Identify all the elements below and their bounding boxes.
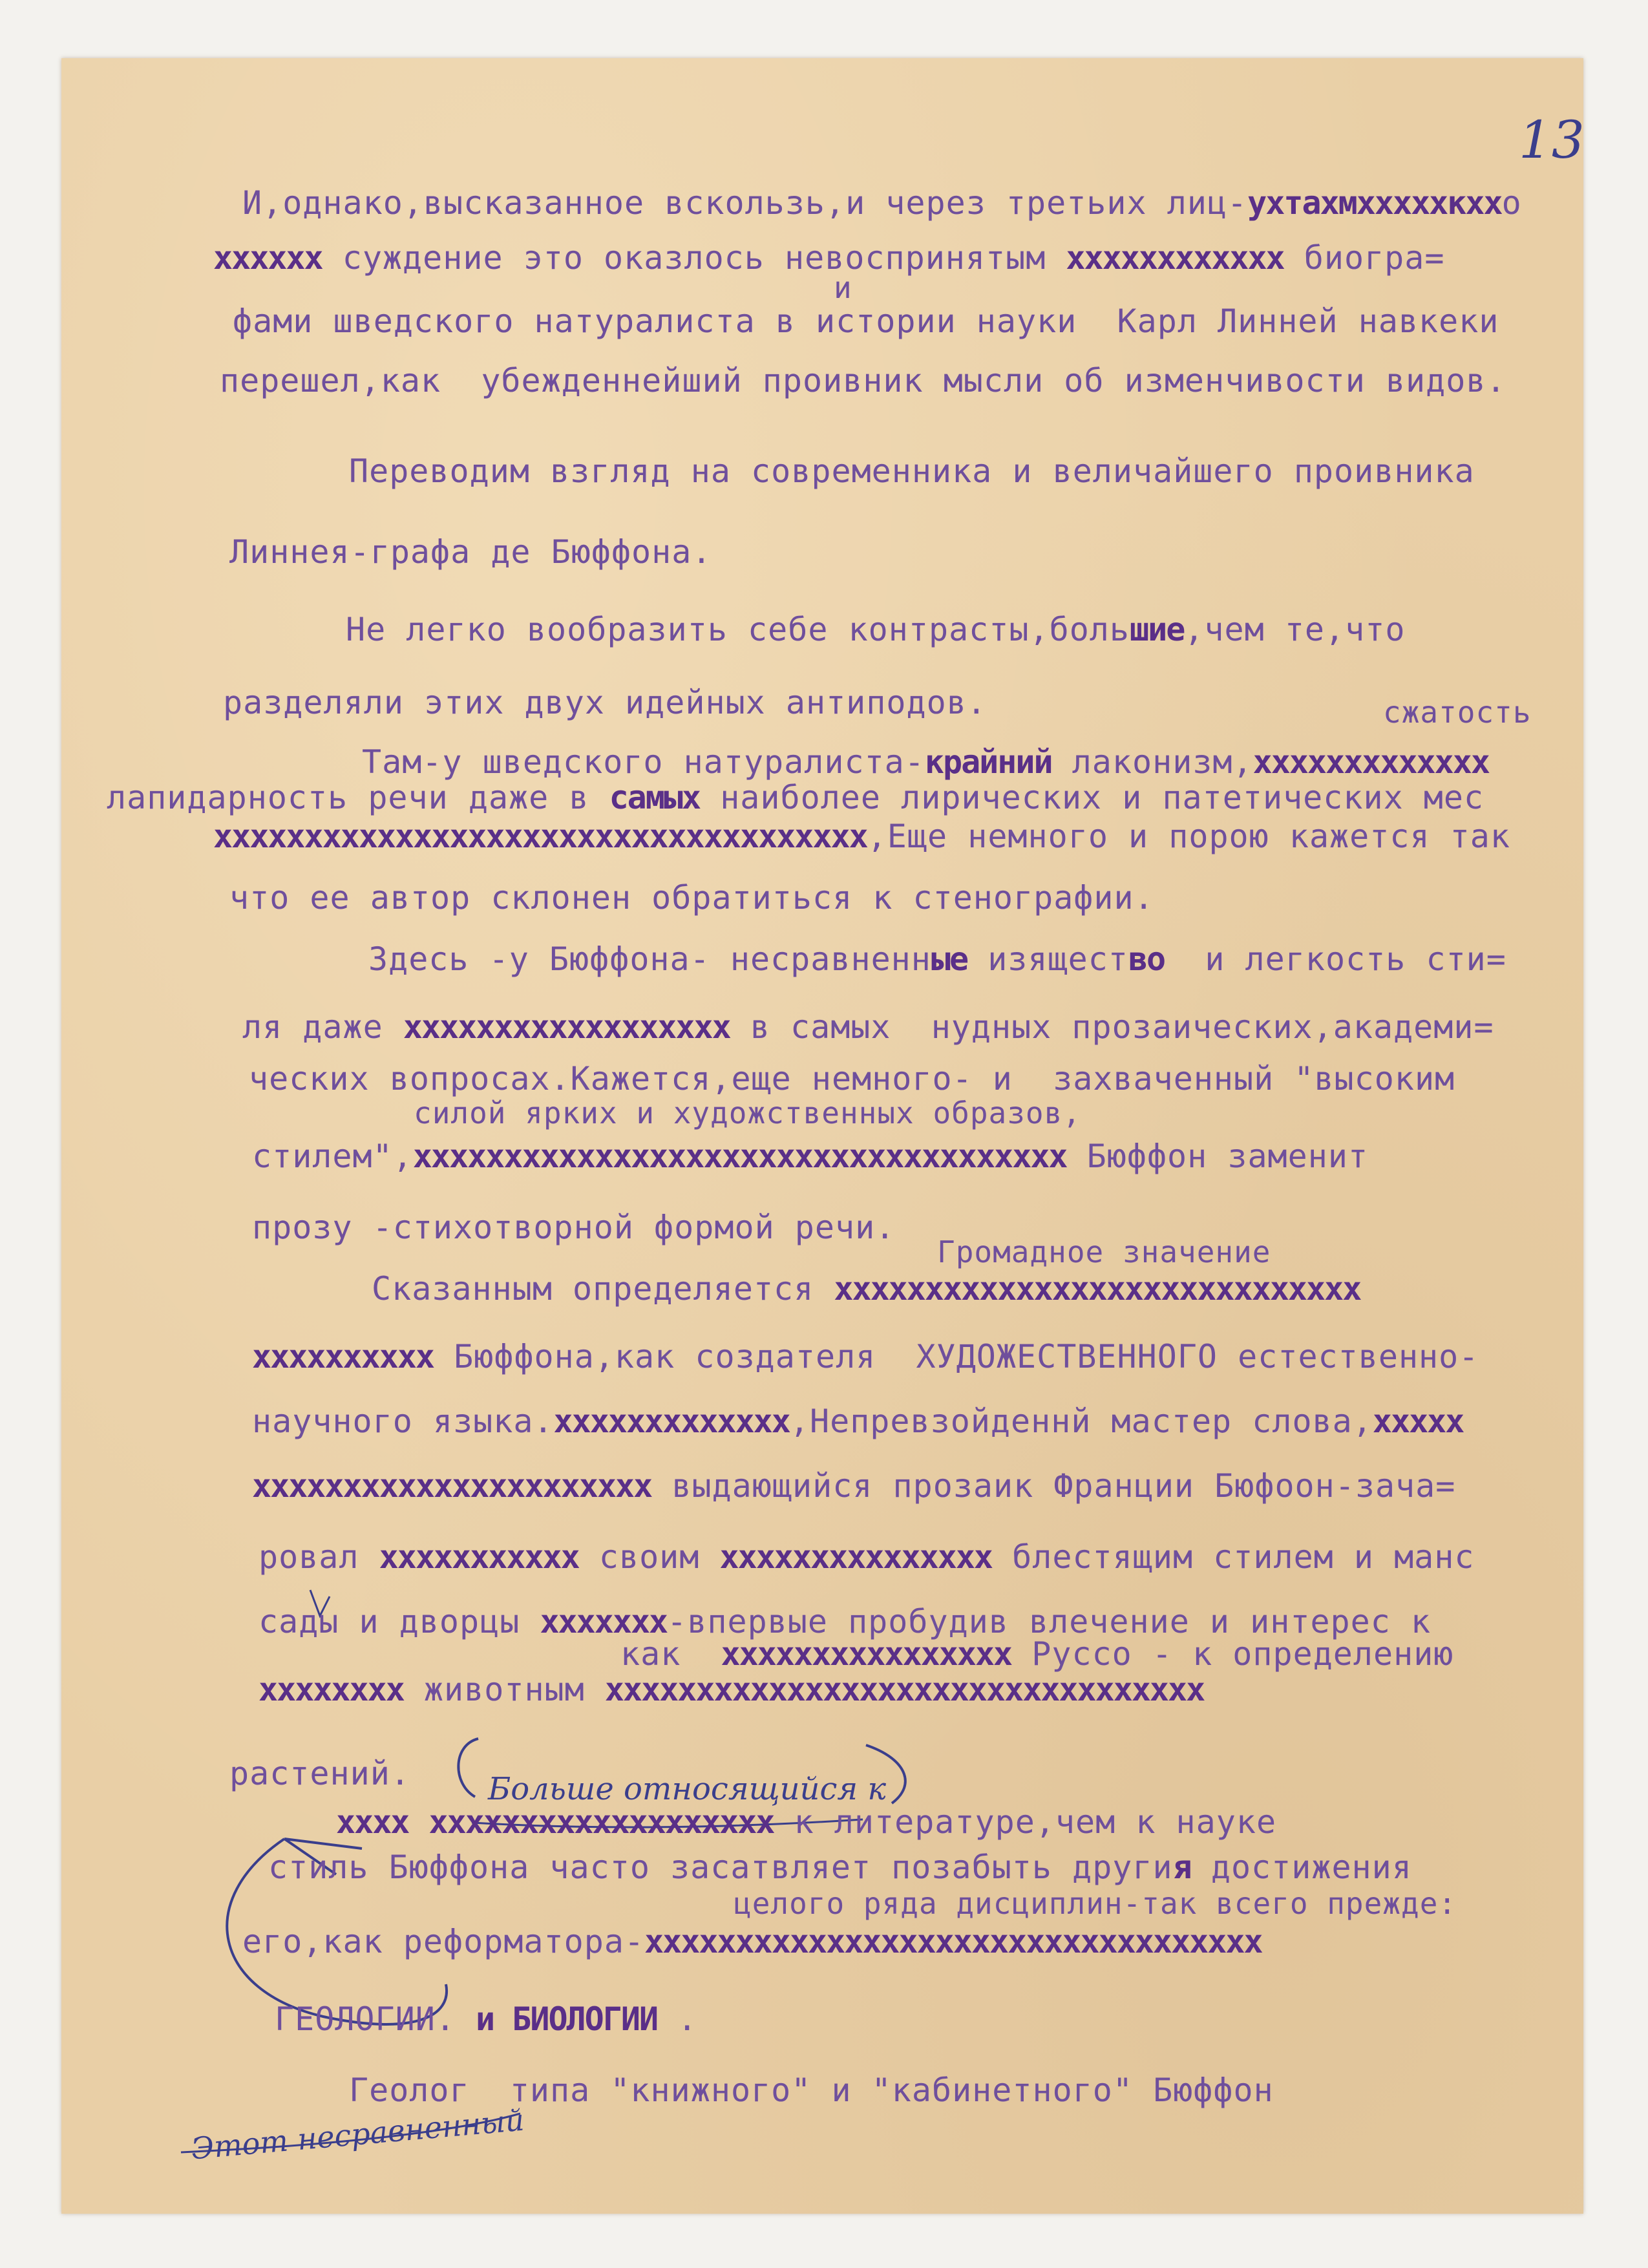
struck-text: хххххххх	[259, 1671, 404, 1708]
inserted-word	[834, 270, 852, 305]
struck-text: хххххххххххххххххххххххххххххххххххх	[412, 1138, 1067, 1175]
text-line	[229, 1755, 410, 1792]
line-text: ,чем те,что	[1184, 611, 1406, 648]
struck-text: крайний	[924, 743, 1052, 781]
struck-text: шие	[1130, 611, 1185, 648]
struck-text: ххххххххххххх	[1252, 743, 1489, 781]
line-text: Руссо - к определению	[1011, 1635, 1454, 1673]
line-text: ровал	[259, 1538, 379, 1576]
handwritten-insert: Больше относящийся к	[488, 1771, 887, 1807]
line-text: выдающийся прозаик Франции Бюфоон-зача=	[651, 1467, 1456, 1505]
line-text: Здесь -у Бюффона- несравненн	[368, 940, 931, 978]
struck-text: хххххх	[213, 239, 322, 277]
text-line	[252, 1467, 1455, 1505]
inserted-word	[414, 1096, 1081, 1130]
line-text: биогра=	[1284, 239, 1445, 277]
text-line	[349, 452, 1475, 490]
line-text: фами шведского натуралиста в истории науки Карл Линней навкеки	[233, 302, 1499, 340]
line-text: как	[620, 1635, 721, 1673]
inserted-word	[734, 1886, 1457, 1921]
struck-text: ухтахмхххххкхх	[1247, 184, 1502, 222]
struck-text: ххххххххххххххххххххххххххххх	[834, 1270, 1361, 1308]
struck-text: я	[1172, 1849, 1191, 1886]
line-text: .	[657, 2000, 698, 2038]
text-line	[336, 1803, 1276, 1841]
line-text: своим	[578, 1538, 720, 1576]
struck-text: самых	[609, 779, 701, 816]
line-text: о	[1501, 184, 1522, 222]
line-text: Там-у шведского натуралиста-	[362, 743, 925, 781]
line-text: прозу -стихотворной формой речи.	[252, 1209, 896, 1246]
line-text: и легкость сти=	[1165, 940, 1506, 978]
line-text: Переводим взгляд на современника и величайшего проивника	[349, 452, 1475, 490]
line-text: лапидарность речи даже в	[107, 779, 609, 816]
line-text: растений.	[229, 1755, 410, 1792]
line-text: И,однако,высказанное вскользь,и через третьих лиц-	[242, 184, 1248, 222]
text-line	[242, 184, 1522, 222]
line-text: ,Непревзойденнй мастер слова,	[789, 1403, 1373, 1440]
struck-text: ххххххххххх	[379, 1538, 579, 1576]
line-text: в самых нудных прозаических,академи=	[730, 1008, 1494, 1046]
text-line	[259, 1538, 1475, 1576]
line-text: -впервые пробудив влечение и интерес к	[667, 1603, 1431, 1640]
line-text: ГЕОЛОГИИ.	[275, 2000, 476, 2038]
inserted-word	[1383, 695, 1532, 730]
struck-text: хххххххххххххххххх	[403, 1008, 730, 1046]
line-text: изящест	[967, 940, 1128, 978]
struck-text: хххх	[336, 1803, 409, 1841]
text-line	[275, 2000, 697, 2038]
line-text: стиль Бюффона часто засатвляет позабыть други	[268, 1849, 1173, 1886]
struck-text: ххххххххххххххххххх	[428, 1803, 774, 1841]
page-number: 13	[1519, 110, 1585, 170]
line-text: что ее автор склонен обратиться к стенографии.	[229, 879, 1154, 917]
margin-note: Этот несравненный	[189, 2102, 526, 2167]
line-text: лаконизм,	[1051, 743, 1253, 781]
text-line	[252, 1338, 1479, 1375]
text-line	[220, 362, 1506, 399]
text-line	[223, 684, 987, 721]
struck-text: ххххххххххххх	[553, 1403, 790, 1440]
inserted-word	[937, 1235, 1271, 1269]
line-text: силой ярких и художственных образов,	[414, 1096, 1081, 1130]
struck-text: хххххххххх	[252, 1338, 434, 1375]
line-text: ля даже	[242, 1008, 403, 1046]
text-line	[242, 1008, 1494, 1046]
struck-text: во	[1128, 940, 1165, 978]
line-text: Бюффона,как создателя ХУДОЖЕСТВЕННОГО естественно-	[434, 1338, 1479, 1375]
line-text: ,Еще немного и порою кажется так	[867, 818, 1510, 855]
line-text: научного языка.	[252, 1403, 554, 1440]
line-text	[408, 1803, 428, 1841]
struck-text: ххххх	[1372, 1403, 1464, 1440]
line-text: к литературе,чем к науке	[774, 1803, 1277, 1841]
line-text: Сказанным определяется	[372, 1270, 834, 1308]
struck-text: хххххххххххххххх	[721, 1635, 1012, 1673]
line-text: наиболее лирических и патетических мес	[700, 779, 1484, 816]
line-text: Не легко вообразить себе контрасты,боль	[346, 611, 1130, 648]
text-line	[252, 1403, 1463, 1440]
text-line	[249, 1060, 1455, 1097]
line-text: достижения	[1190, 1849, 1412, 1886]
struck-text: ые	[931, 940, 968, 978]
line-text: разделяли этих двух идейных антиподов.	[223, 684, 987, 721]
text-line	[259, 1671, 1204, 1708]
line-text: сады и дворцы	[259, 1603, 540, 1640]
struck-text: хххххххххххххххххххххх	[252, 1467, 652, 1505]
line-text: Линнея-графа де Бюффона.	[229, 533, 712, 571]
line-text: целого ряда дисциплин-так всего прежде:	[734, 1886, 1457, 1921]
line-text: сжатость	[1383, 695, 1532, 730]
insert-bracket-left	[458, 1739, 478, 1797]
text-line	[252, 1209, 895, 1246]
struck-text: хххххххххххххххххххххххххххххххххххх	[213, 818, 867, 855]
line-text: блестящим стилем и манс	[992, 1538, 1475, 1576]
struck-text: ххххххххххххххх	[719, 1538, 993, 1576]
text-line	[213, 818, 1510, 855]
text-line	[346, 611, 1405, 648]
struck-text: хххххххххххх	[1066, 239, 1284, 277]
struck-text: хххххххххххххххххххххххххххххххххх	[644, 1923, 1262, 1960]
line-text: его,как реформатора-	[242, 1923, 645, 1960]
text-line	[107, 779, 1484, 816]
text-line	[349, 2072, 1274, 2109]
text-line	[620, 1635, 1453, 1673]
struck-text: ххххххххххххххххххххххххххххххххх	[604, 1671, 1205, 1708]
line-text: ческих вопросах.Кажется,еще немного- и захваченный "высоким	[249, 1060, 1455, 1097]
line-text: стилем",	[252, 1138, 413, 1175]
text-line	[268, 1849, 1412, 1886]
struck-text: ххххххх	[540, 1603, 668, 1640]
text-line	[213, 239, 1444, 277]
line-text: Бюффон заменит	[1066, 1138, 1369, 1175]
text-line	[372, 1270, 1360, 1308]
line-text: перешел,как убежденнейший проивник мысли об изменчивости видов.	[220, 362, 1506, 399]
text-line	[252, 1138, 1368, 1175]
line-text: Громадное значение	[937, 1235, 1271, 1269]
text-line	[229, 879, 1154, 917]
text-line	[368, 940, 1506, 978]
line-text: и	[834, 270, 852, 305]
text-line	[229, 533, 712, 571]
line-text: животным	[403, 1671, 605, 1708]
line-text: суждение это оказлось невоспринятым	[322, 239, 1066, 277]
text-line	[362, 743, 1489, 781]
line-text: Геолог типа "книжного" и "кабинетного" Бюффон	[349, 2072, 1274, 2109]
text-line	[242, 1923, 1262, 1960]
struck-text: и БИОЛОГИИ	[476, 2000, 658, 2038]
text-line	[233, 302, 1499, 340]
